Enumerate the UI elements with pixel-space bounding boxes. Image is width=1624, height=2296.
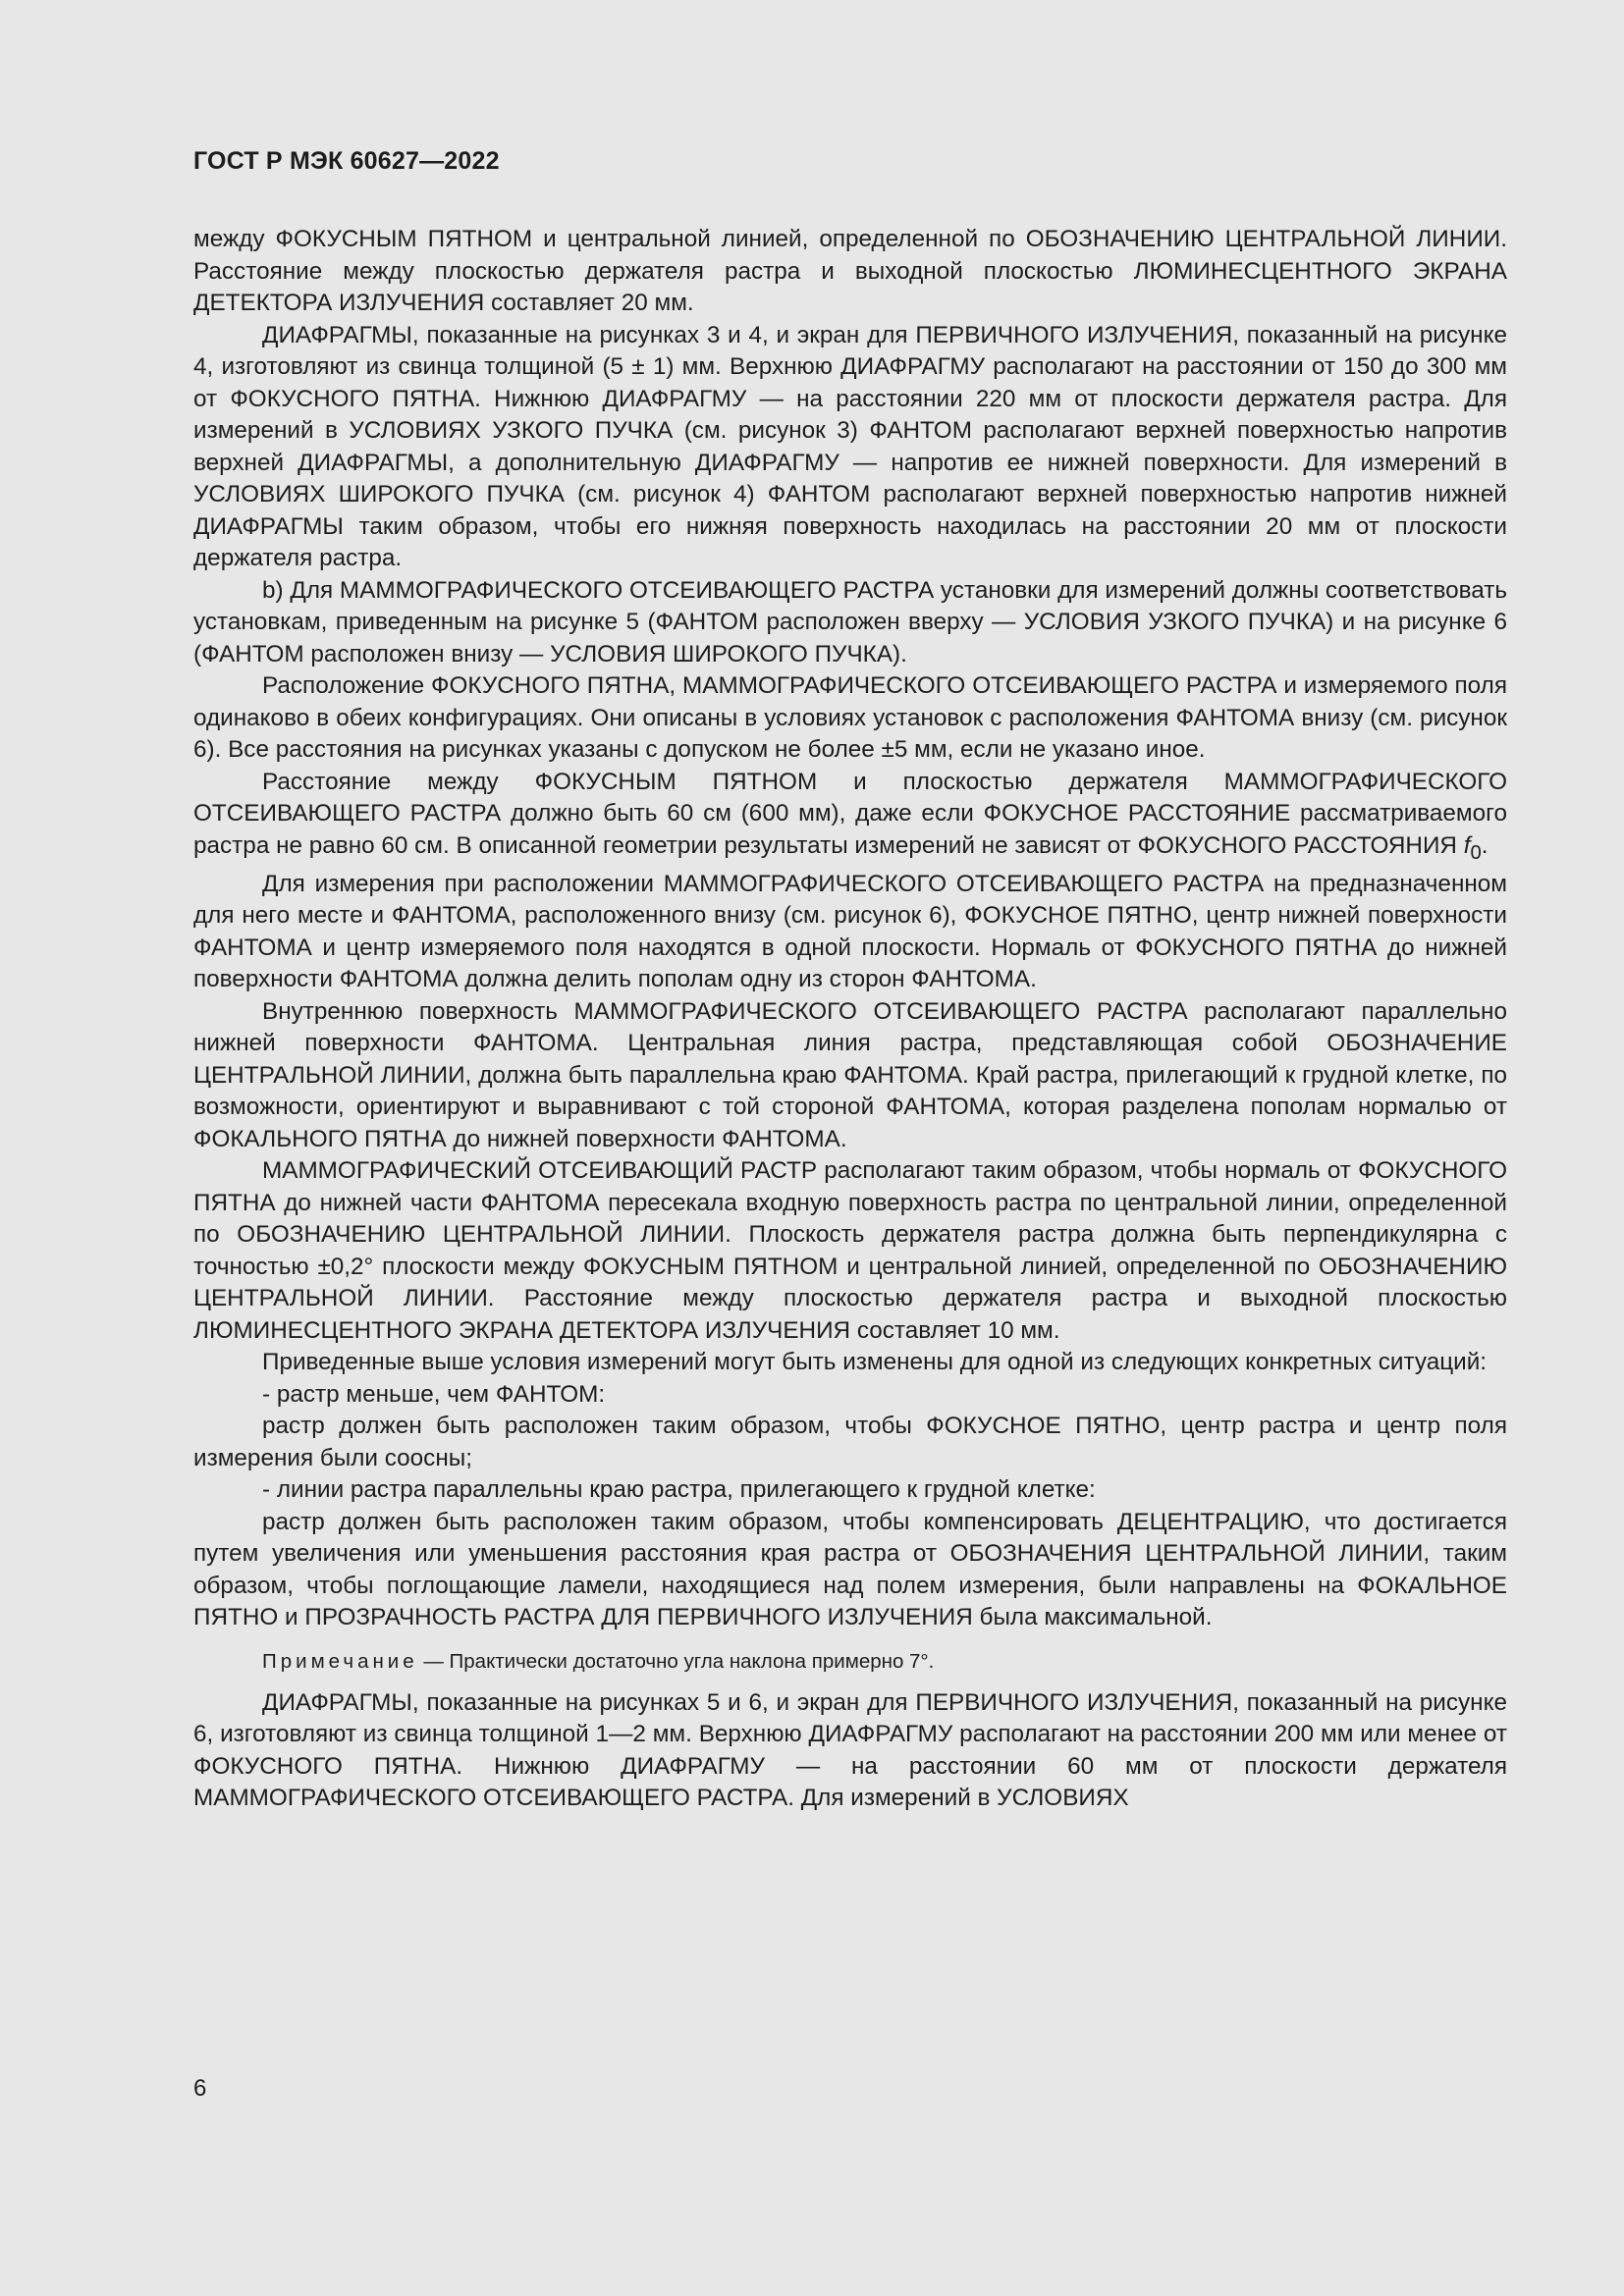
paragraph: ДИАФРАГМЫ, показанные на рисунках 3 и 4, и экран для ПЕРВИЧНОГО ИЗЛУЧЕНИЯ, показанный на рисунке 4, изготовляют из свинца толщиной (5 ± 1) мм. Верхнюю ДИАФРАГМУ располагают на расстоянии от 150 до 300 мм от ФОКУСНОГО ПЯТНА. Нижнюю ДИАФРАГМУ — на расстоянии 220 мм от плоскости держателя растра. Для измерений в УСЛОВИЯХ УЗКОГО ПУЧКА (см. рисунок 3) ФАНТОМ располагают верхней поверхностью напротив верхней ДИАФРАГМЫ, а дополнительную ДИАФРАГМУ — напротив ее нижней поверхности. Для измерений в УСЛОВИЯХ ШИРОКОГО ПУЧКА (см. рисунок 4) ФАНТОМ располагают верхней поверхностью напротив нижней ДИАФРАГМЫ таким образом, чтобы его нижняя поверхность находилась на расстоянии 20 мм от плоскости держателя растра. (193, 321, 1507, 571)
formula-suffix: . (1481, 831, 1489, 859)
paragraph: Внутреннюю поверхность МАММОГРАФИЧЕСКОГО ОТСЕИВАЮЩЕГО РАСТРА располагают параллельно нижней поверхности ФАНТОМА. Центральная линия растра, представляющая собой ОБОЗНАЧЕНИЕ ЦЕНТРАЛЬНОЙ ЛИНИИ, должна быть параллельна краю ФАНТОМА. Край растра, прилегающий к грудной клетке, по возможности, ориентируют и выравнивают с той стороной ФАНТОМА, которая разделена пополам нормалью от ФОКАЛЬНОГО ПЯТНА до нижней поверхности ФАНТОМА. (193, 997, 1507, 1152)
document-header: ГОСТ Р МЭК 60627—2022 (193, 147, 500, 175)
paragraph: Приведенные выше условия измерений могут быть изменены для одной из следующих конкретных ситуаций: (262, 1349, 1488, 1376)
paragraph: растр должен быть расположен таким образом, чтобы ФОКУСНОЕ ПЯТНО, центр растра и центр поля измерения были соосны; (193, 1413, 1507, 1471)
note (193, 1646, 1507, 1678)
paragraph: между ФОКУСНЫМ ПЯТНОМ и центральной линией, определенной по ОБОЗНАЧЕНИЮ ЦЕНТРАЛЬНОЙ ЛИНИИ. Расстояние между плоскостью держателя растра и выходной плоскостью ЛЮМИНЕСЦЕНТНОГО ЭКРАНА ДЕТЕКТОРА ИЗЛУЧЕНИЯ составляет 20 мм. (193, 226, 1507, 316)
paragraph: Для измерения при расположении МАММОГРАФИЧЕСКОГО ОТСЕИВАЮЩЕГО РАСТРА на предназначенном для него месте и ФАНТОМА, расположенного внизу (см. рисунок 6), ФОКУСНОЕ ПЯТНО, центр нижней поверхности ФАНТОМА и центр измеряемого поля находятся в одной плоскости. Нормаль от ФОКУСНОГО ПЯТНА до нижней поверхности ФАНТОМА должна делить пополам одну из сторон ФАНТОМА. (193, 870, 1507, 993)
paragraph: ДИАФРАГМЫ, показанные на рисунках 5 и 6, и экран для ПЕРВИЧНОГО ИЗЛУЧЕНИЯ, показанный на рисунке 6, изготовляют из свинца толщиной 1—2 мм. Верхнюю ДИАФРАГМУ располагают на расстоянии 200 мм или менее от ФОКУСНОГО ПЯТНА. Нижнюю ДИАФРАГМУ — на расстоянии 60 мм от плоскости держателя МАММОГРАФИЧЕСКОГО ОТСЕИВАЮЩЕГО РАСТРА. Для измерений в УСЛОВИЯХ (193, 1688, 1507, 1812)
page-number: 6 (193, 2075, 207, 2102)
paragraph: МАММОГРАФИЧЕСКИЙ ОТСЕИВАЮЩИЙ РАСТР располагают таким образом, чтобы нормаль от ФОКУСНОГО ПЯТНА до нижней части ФАНТОМА пересекала входную поверхность растра по центральной линии, определенной по ОБОЗНАЧЕНИЮ ЦЕНТРАЛЬНОЙ ЛИНИИ. Плоскость держателя растра должна быть перпендикулярна с точностью ±0,2° плоскости между ФОКУСНЫМ ПЯТНОМ и центральной линией, определенной по ОБОЗНАЧЕНИЮ ЦЕНТРАЛЬНОЙ ЛИНИИ. Расстояние между плоскостью держателя растра и выходной плоскостью ЛЮМИНЕСЦЕНТНОГО ЭКРАНА ДЕТЕКТОРА ИЗЛУЧЕНИЯ составляет 10 мм. (193, 1157, 1507, 1344)
formula-subscript: 0 (1470, 841, 1482, 864)
list-item: - растр меньше, чем ФАНТОМ: (262, 1380, 606, 1408)
formula-symbol: f (1463, 831, 1471, 859)
paragraph: Расположение ФОКУСНОГО ПЯТНА, МАММОГРАФИЧЕСКОГО ОТСЕИВАЮЩЕГО РАСТРА и измеряемого поля одинаково в обеих конфигурациях. Они описаны в условиях установок с расположения ФАНТОМА внизу (см. рисунок 6). Все расстояния на рисунках указаны с допуском не более ±5 мм, если не указано иное. (193, 672, 1507, 763)
paragraph: растр должен быть расположен таким образом, чтобы компенсировать ДЕЦЕНТРАЦИЮ, что достигается путем увеличения или уменьшения расстояния края растра от ОБОЗНАЧЕНИЯ ЦЕНТРАЛЬНОЙ ЛИНИИ, таким образом, чтобы поглощающие ламели, находящиеся над полем измерения, были направлены на ФОКАЛЬНОЕ ПЯТНО и ПРОЗРАЧНОСТЬ РАСТРА ДЛЯ ПЕРВИЧНОГО ИЗЛУЧЕНИЯ была максимальной. (193, 1508, 1507, 1631)
note-label: Примечание (262, 1649, 418, 1673)
list-item: - линии растра параллельны краю растра, прилегающего к грудной клетке: (262, 1476, 1096, 1504)
paragraph-with-formula (193, 767, 1507, 869)
note-text: — Практически достаточно угла наклона примерно 7°. (417, 1649, 935, 1673)
paragraph-text: Расстояние между ФОКУСНЫМ ПЯТНОМ и плоскостью держателя МАММОГРАФИЧЕСКОГО ОТСЕИВАЮЩЕГО РАСТРА должно быть 60 см (600 мм), даже если ФОКУСНОЕ РАССТОЯНИЕ рассматриваемого растра не равно 60 см. В описанной геометрии результаты измерений не зависят от ФОКУСНОГО РАССТОЯНИЯ (193, 768, 1507, 859)
page-body (193, 224, 1507, 1815)
paragraph: b) Для МАММОГРАФИЧЕСКОГО ОТСЕИВАЮЩЕГО РАСТРА установки для измерений должны соответствовать установкам, приведенным на рисунке 5 (ФАНТОМ расположен вверху — УСЛОВИЯ УЗКОГО ПУЧКА) и на рисунке 6 (ФАНТОМ расположен внизу — УСЛОВИЯ ШИРОКОГО ПУЧКА). (193, 576, 1507, 667)
